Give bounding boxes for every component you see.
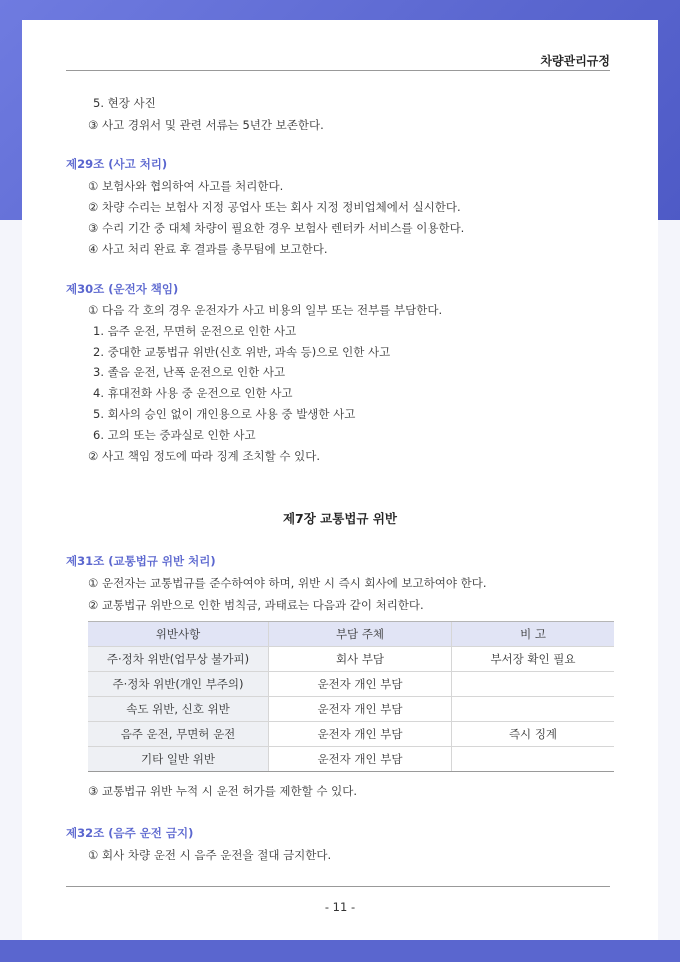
- list-item: 1. 음주 운전, 무면허 운전으로 인한 사고: [93, 324, 297, 338]
- list-item: ③ 사고 경위서 및 관련 서류는 5년간 보존한다.: [88, 118, 324, 132]
- table-cell: [452, 697, 615, 722]
- list-item: ③ 교통법규 위반 누적 시 운전 허가를 제한할 수 있다.: [88, 784, 358, 798]
- document-page: [22, 20, 658, 940]
- list-item: 5. 회사의 승인 없이 개인용으로 사용 중 발생한 사고: [93, 407, 356, 421]
- table-row: [88, 747, 614, 772]
- list-item: 6. 고의 또는 중과실로 인한 사고: [93, 428, 256, 442]
- list-item: ① 운전자는 교통법규를 준수하여야 하며, 위반 시 즉시 회사에 보고하여야 한다.: [88, 576, 487, 590]
- article-30-heading: 제30조 (운전자 책임): [66, 282, 179, 296]
- header-divider: [66, 70, 610, 71]
- list-item: ③ 수리 기간 중 대체 차량이 필요한 경우 보험사 렌터카 서비스를 이용한다.: [88, 221, 465, 235]
- table-row: [88, 672, 614, 697]
- header-title: 차량관리규정: [540, 54, 610, 68]
- list-item: ④ 사고 처리 완료 후 결과를 총무팀에 보고한다.: [88, 242, 328, 256]
- table-cell: 기타 일반 위반: [88, 747, 269, 772]
- table-cell: [452, 672, 615, 697]
- list-item: ② 사고 책임 정도에 따라 징계 조치할 수 있다.: [88, 449, 321, 463]
- table-cell: 운전자 개인 부담: [269, 672, 452, 697]
- table-cell: 운전자 개인 부담: [269, 697, 452, 722]
- table-row: [88, 647, 614, 672]
- table-header-row: [88, 622, 614, 647]
- list-item: ① 회사 차량 운전 시 음주 운전을 절대 금지한다.: [88, 848, 332, 862]
- article-32-heading: 제32조 (음주 운전 금지): [66, 826, 194, 840]
- table-cell: 즉시 징계: [452, 722, 615, 747]
- list-item: 4. 휴대전화 사용 중 운전으로 인한 사고: [93, 386, 293, 400]
- table-cell: 주·정차 위반(개인 부주의): [88, 672, 269, 697]
- list-item: 2. 중대한 교통법규 위반(신호 위반, 과속 등)으로 인한 사고: [93, 345, 391, 359]
- table-cell: 회사 부담: [269, 647, 452, 672]
- list-item: ① 보험사와 협의하여 사고를 처리한다.: [88, 179, 284, 193]
- article-31-heading: 제31조 (교통법규 위반 처리): [66, 554, 216, 568]
- list-item: ① 다음 각 호의 경우 운전자가 사고 비용의 일부 또는 전부를 부담한다.: [88, 303, 443, 317]
- list-item: ② 교통법규 위반으로 인한 범칙금, 과태료는 다음과 같이 처리한다.: [88, 598, 424, 612]
- column-header: 부담 주체: [269, 622, 452, 647]
- table-cell: 속도 위반, 신호 위반: [88, 697, 269, 722]
- table-cell: [452, 747, 615, 772]
- list-item: 3. 졸음 운전, 난폭 운전으로 인한 사고: [93, 365, 286, 379]
- table-cell: 부서장 확인 필요: [452, 647, 615, 672]
- chapter-title: 제7장 교통법규 위반: [282, 511, 397, 526]
- article-29-heading: 제29조 (사고 처리): [66, 157, 168, 171]
- table-row: [88, 722, 614, 747]
- table-cell: 운전자 개인 부담: [269, 722, 452, 747]
- violation-table: [88, 621, 614, 772]
- footer-divider: [66, 886, 610, 887]
- table-cell: 주·정차 위반(업무상 불가피): [88, 647, 269, 672]
- table-cell: 음주 운전, 무면허 운전: [88, 722, 269, 747]
- list-item: 5. 현장 사진: [93, 96, 156, 110]
- column-header: 비 고: [452, 622, 615, 647]
- page-number: - 11 -: [324, 900, 356, 914]
- background-bottom-band: [0, 940, 680, 962]
- table-cell: 운전자 개인 부담: [269, 747, 452, 772]
- table-row: [88, 697, 614, 722]
- column-header: 위반사항: [88, 622, 269, 647]
- list-item: ② 차량 수리는 보험사 지정 공업사 또는 회사 지정 정비업체에서 실시한다.: [88, 200, 461, 214]
